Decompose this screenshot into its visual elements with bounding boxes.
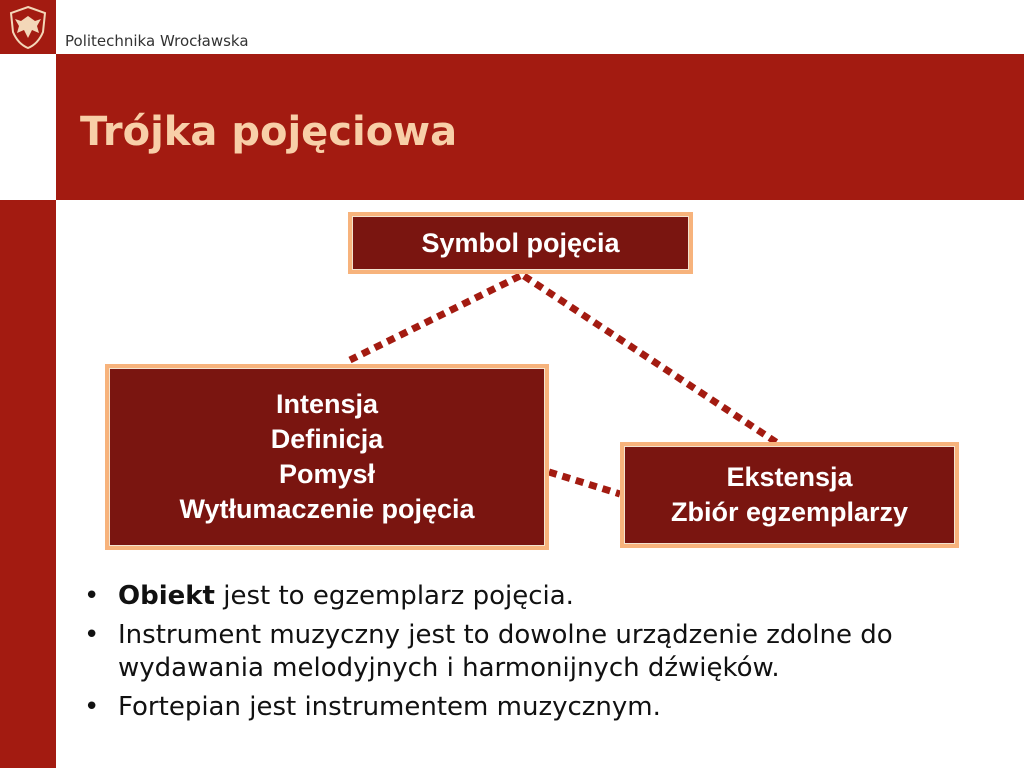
bullet-dot: •	[84, 581, 100, 611]
connector-symbol-intensja	[350, 276, 520, 360]
bullet-item	[80, 619, 1000, 685]
connector-symbol-ekstensja	[524, 276, 782, 446]
bullet-dot: •	[84, 692, 100, 722]
bullet-dot: •	[84, 620, 100, 650]
ekstensja-box	[620, 442, 959, 548]
symbol-box	[348, 212, 693, 274]
bullet-text: Fortepian jest instrumentem muzycznym.	[118, 692, 661, 722]
intensja-box	[105, 364, 549, 550]
intensja-box-line: Pomysł	[278, 459, 376, 489]
intensja-box-line: Definicja	[270, 424, 384, 454]
connector-intensja-ekstensja	[549, 472, 620, 494]
ekstensja-box-line: Zbiór egzemplarzy	[670, 497, 909, 527]
university-name: Politechnika Wrocławska	[65, 32, 249, 50]
symbol-box-line: Symbol pojęcia	[421, 227, 620, 258]
ekstensja-box-inner	[624, 446, 955, 544]
symbol-box-inner	[352, 216, 689, 270]
slide-title: Trójka pojęciowa	[80, 109, 458, 155]
intensja-box-line: Intensja	[275, 389, 379, 419]
bullet-text: jest to egzemplarz pojęcia.	[214, 581, 574, 611]
bullet-item	[80, 691, 1000, 724]
bullet-item	[80, 580, 1000, 613]
bullet-bold-term: Obiekt	[118, 581, 215, 611]
ekstensja-box-line: Ekstensja	[726, 462, 853, 492]
intensja-box-inner	[109, 368, 545, 546]
intensja-box-line: Wytłumaczenie pojęcia	[179, 494, 475, 524]
bullet-list	[80, 580, 1000, 730]
bullet-text: Instrument muzyczny jest to dowolne urządzenie zdolne do wydawania melodyjnych i harmonijnych dźwięków.	[118, 620, 893, 683]
